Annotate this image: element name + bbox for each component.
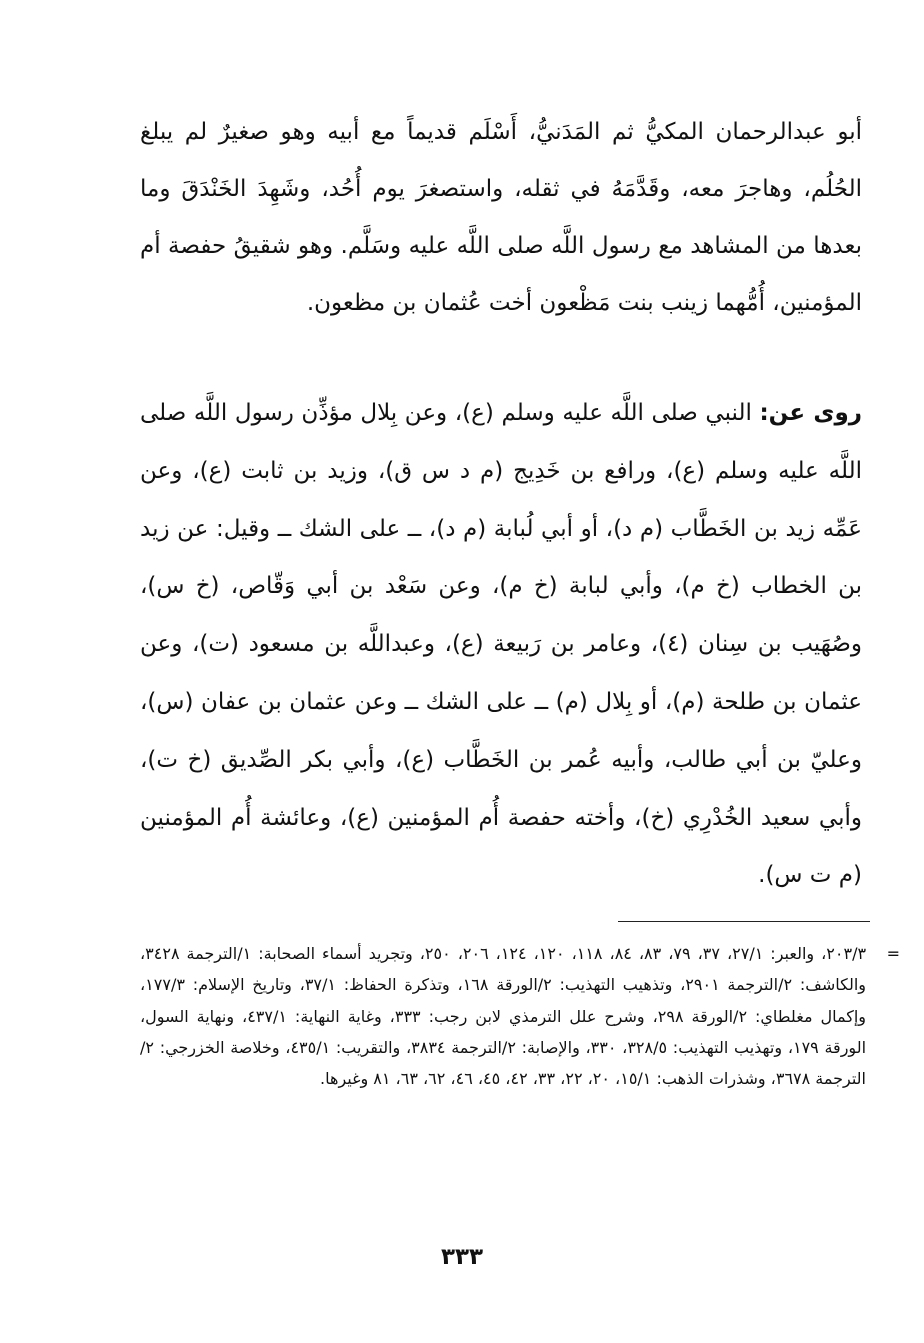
footnote-text: ٢٠٣/٣، والعبر: ٢٧/١، ٣٧، ٧٩، ٨٣، ٨٤، ١١٨، ١٢٠، ١٢٤، ٢٠٦، ٢٥٠، وتجريد أسماء الصحابة: ١/الترجمة ٣٤٢٨، والكاشف: ٢/الترجمة ٢٩٠١، وتذهيب التهذيب: ٢/الورقة ١٦٨، وتذكرة الحفاظ: ٣٧/١، وتاريخ الإسلام: ١٧٧/٣، وإكمال مغلطاي: ٢/الورقة ٢٩٨، وشرح علل الترمذي لابن رجب: ٣٣٣، وغاية النهاية: ٤٣٧/١، ونهاية السول، الورقة ١٧٩، وتهذيب التهذيب: ٣٢٨/٥، ٣٣٠، والإصابة: ٢/الترجمة ٣٨٣٤، والتقريب: ٤٣٥/١، وخلاصة الخزرجي: ٢/الترجمة ٣٦٧٨، وشذرات الذهب: ١٥/١، ٢٠، ٢٢، ٣٣، ٤٢، ٤٥، ٤٦، ٦٢، ٦٣، ٨١ وغيرها. [140, 944, 867, 1089]
footnote-block [140, 938, 900, 1094]
narrations-text: النبي صلى اللَّه عليه وسلم (ع)، وعن بِلال مؤذِّن رسول اللَّه صلى اللَّه عليه وسلم (ع)، ورافع بن خَدِيج (م د س ق)، وزيد بن ثابت (ع)، وعن عَمِّه زيد بن الخَطَّاب (م د)، أو أبي لُبابة (م د)، ــ على الشك ــ وقيل: عن زيد بن الخطاب (خ م)، وأبي لبابة (خ م)، وعن سَعْد بن أبي وَقّاص، (خ س)، وصُهَيب بن سِنان (٤)، وعامر بن رَبيعة (ع)، وعبداللَّه بن مسعود (ت)، وعن عثمان بن طلحة (م)، أو بِلال (م) ــ على الشك ــ وعن عثمان بن عفان (س)، وعليّ بن أبي طالب، وأبيه عُمر بن الخَطَّاب (ع)، وأبي بكر الصِّديق (خ ت)، وأبي سعيد الخُدْرِي (خ)، وأخته حفصة أُم المؤمنين (ع)، وعائشة أُم المؤمنين (م ت س). [140, 400, 862, 889]
footnote-continuation-marker: = [886, 944, 900, 963]
biography-text: أبو عبدالرحمان المكيُّ ثم المَدَنيُّ، أَسْلَم قديماً مع أبيه وهو صغيرٌ لم يبلغ الحُلُم، وهاجرَ معه، وقَدَّمَهُ في ثقله، واستصغرَ يوم أُحُد، وشَهِدَ الخَنْدَقَ وما بعدها من المشاهد مع رسول اللَّه صلى اللَّه عليه وسَلَّم. وهو شقيقُ حفصة أم المؤمنين، أُمُّهما زينب بنت مَظْعون أخت عُثمان بن مظعون. [140, 119, 862, 316]
footnote-separator [618, 921, 870, 922]
page-number: ٣٣٣ [440, 1244, 484, 1270]
biography-paragraph [140, 104, 862, 332]
narrations-paragraph [140, 385, 862, 905]
narrated-from-label: روى عن: [759, 400, 863, 426]
